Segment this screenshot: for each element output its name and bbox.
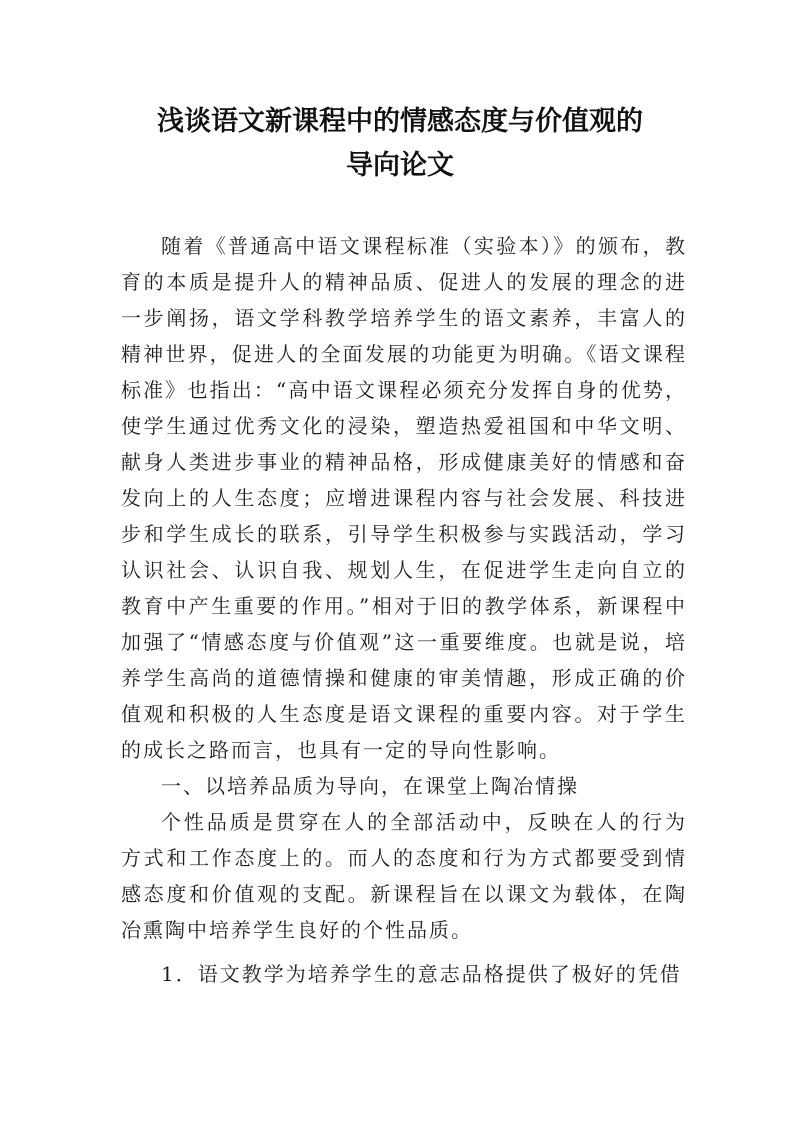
document-body (121, 228, 687, 992)
section-paragraph-1: 个性品质是贯穿在人的全部活动中，反映在人的行为方式和工作态度上的。而人的态度和行为方式都要受到情感态度和价值观的支配。新课程旨在以课文为载体，在陶冶熏陶中培养学生良好的个性品质。 (121, 810, 687, 942)
intro-paragraph: 随着《普通高中语文课程标准（实验本）》的颁布，教育的本质是提升人的精神品质、促进人的发展的理念的进一步阐扬，语文学科教学培养学生的语文素养，丰富人的精神世界，促进人的全面发展的功能更为明确。《语文课程标准》也指出：“高中语文课程必须充分发挥自身的优势，使学生通过优秀文化的浸染，塑造热爱祖国和中华文明、献身人类进步事业的精神品格，形成健康美好的情感和奋发向上的人生态度；应增进课程内容与社会发展、科技进步和学生成长的联系，引导学生积极参与实践活动，学习认识社会、认识自我、规划人生，在促进学生走向自立的教育中产生重要的作用。”相对于旧的教学体系，新课程中加强了“情感态度与价值观”这一重要维度。也就是说，培养学生高尚的道德情操和健康的审美情趣，形成正确的价值观和积极的人生态度是语文课程的重要内容。对于学生的成长之路而言，也具有一定的导向性影响。 (121, 234, 687, 762)
title-line-1: 浅谈语文新课程中的情感态度与价值观的 (157, 106, 643, 137)
subsection-heading-1: 1．语文教学为培养学生的意志品格提供了极好的凭借 (161, 962, 682, 986)
document-title (100, 100, 700, 188)
section-heading-1: 一、以培养品质为导向，在课堂上陶冶情操 (161, 774, 579, 798)
title-line-2: 导向论文 (346, 150, 454, 181)
